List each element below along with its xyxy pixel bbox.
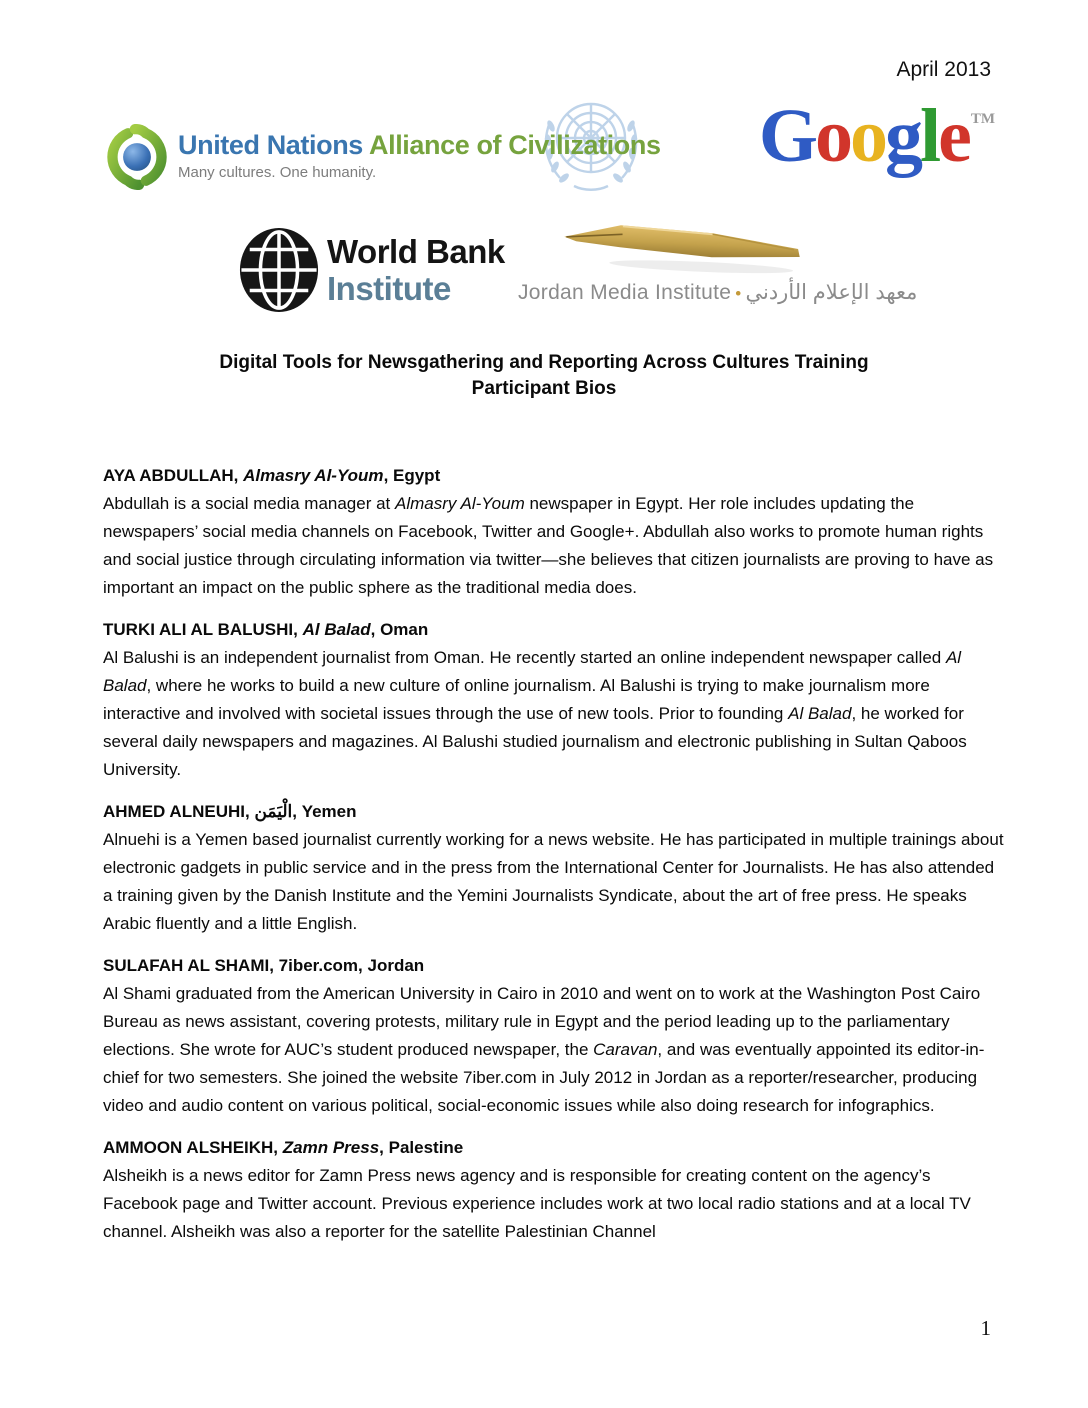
google-letter-o2: o xyxy=(849,94,885,178)
bio-body: Abdullah is a social media manager at Almasry Al-Youm newspaper in Egypt. Her role includes updating the newspapers’ social media channels on Facebook, Twitter and Google+. Abdullah also works to promote human rights and social justice through circulating information via twitter—she believes that citizen journalists are proving to have as important an impact on the public sphere as the traditional media does. xyxy=(103,494,994,597)
world-bank-institute-logo xyxy=(238,226,505,314)
jmi-wordmark xyxy=(518,280,917,305)
jmi-separator-dot: • xyxy=(735,284,742,303)
document-title-line2: Participant Bios xyxy=(471,378,617,399)
unaoc-name xyxy=(178,130,661,161)
document-date: April 2013 xyxy=(896,58,991,81)
bio-body: Alsheikh is a news editor for Zamn Press news agency and is responsible for creating content on the agency’s Facebook page and Twitter account. Previous experience includes work at two local radio stations and at a local TV channel. Alsheikh was also a reporter for the satellite Palestinian Channel xyxy=(103,1166,971,1241)
bio-ahmed-alneuhi xyxy=(103,798,1005,938)
jmi-reed-pen-image xyxy=(561,215,807,282)
jmi-arabic-name: معهد الإعلام الأردني xyxy=(745,281,918,304)
google-letter-g: G xyxy=(758,94,815,178)
world-bank-globe-icon xyxy=(238,226,320,314)
unaoc-name-alliance: Alliance of Civilizations xyxy=(362,130,661,160)
bio-sulafah-al-shami xyxy=(103,952,1005,1120)
participant-bios xyxy=(103,462,1005,1260)
unaoc-name-united-nations: United Nations xyxy=(178,130,363,160)
bio-heading: AYA ABDULLAH, Almasry Al-Youm, Egypt xyxy=(103,466,441,485)
google-trademark: TM xyxy=(970,111,995,127)
bio-heading: AHMED ALNEUHI, الْيَمَن, Yemen xyxy=(103,802,357,821)
world-bank-line1: World Bank xyxy=(327,233,505,270)
google-letter-e: e xyxy=(938,94,969,178)
unaoc-swirl-globe-icon xyxy=(104,124,170,190)
bio-aya-abdullah xyxy=(103,462,1005,602)
bio-ammoon-alsheikh xyxy=(103,1134,1005,1246)
bio-body: Al Shami graduated from the American University in Cairo in 2010 and went on to work at the Washington Post Cairo Bureau as news assistant, covering protests, military rule in Egypt and the period leading up to the parliamentary elections. She wrote for AUC’s student produced newspaper, the Caravan, and was eventually appointed its editor-in-chief for two semesters. She joined the website 7iber.com in July 2012 in Jordan as a reporter/researcher, producing video and audio content on various political, social-economic issues while also doing research for infographics. xyxy=(103,984,985,1115)
bio-heading: SULAFAH AL SHAMI, 7iber.com, Jordan xyxy=(103,956,425,975)
unaoc-tagline: Many cultures. One humanity. xyxy=(178,164,377,181)
document-title-line1: Digital Tools for Newsgathering and Reporting Across Cultures Training xyxy=(219,352,869,373)
unaoc-logo xyxy=(104,116,661,190)
bio-turki-al-balushi xyxy=(103,616,1005,784)
bio-heading: AMMOON ALSHEIKH, Zamn Press, Palestine xyxy=(103,1138,464,1157)
unaoc-wordmark xyxy=(178,116,661,181)
world-bank-wordmark xyxy=(327,233,505,307)
google-letter-g2: g xyxy=(884,94,920,178)
bio-heading: TURKI ALI AL BALUSHI, Al Balad, Oman xyxy=(103,620,429,639)
document-title xyxy=(0,350,1088,402)
bio-body: Al Balushi is an independent journalist from Oman. He recently started an online independent newspaper called Al Balad, where he works to build a new culture of online journalism. Al Balushi is trying to make journalism more interactive and involved with societal issues through the use of new tools. Prior to founding Al Balad, he worked for several daily newspapers and magazines. Al Balushi studied journalism and electronic publishing in Sultan Qaboos University. xyxy=(103,648,967,779)
jmi-latin-name: Jordan Media Institute xyxy=(518,281,732,304)
google-letter-l: l xyxy=(919,94,939,178)
google-logo xyxy=(758,94,995,178)
world-bank-line2: Institute xyxy=(327,270,451,307)
google-letter-o1: o xyxy=(814,94,850,178)
page-number: 1 xyxy=(980,1316,991,1340)
bio-body: Alnuehi is a Yemen based journalist currently working for a news website. He has participated in multiple trainings about electronic gadgets in public service and in the press from the International Center for Journalists. He has also attended a training given by the Danish Institute and the Yemini Journalists Syndicate, about the art of free press. He speaks Arabic fluently and a little English. xyxy=(103,830,1004,933)
